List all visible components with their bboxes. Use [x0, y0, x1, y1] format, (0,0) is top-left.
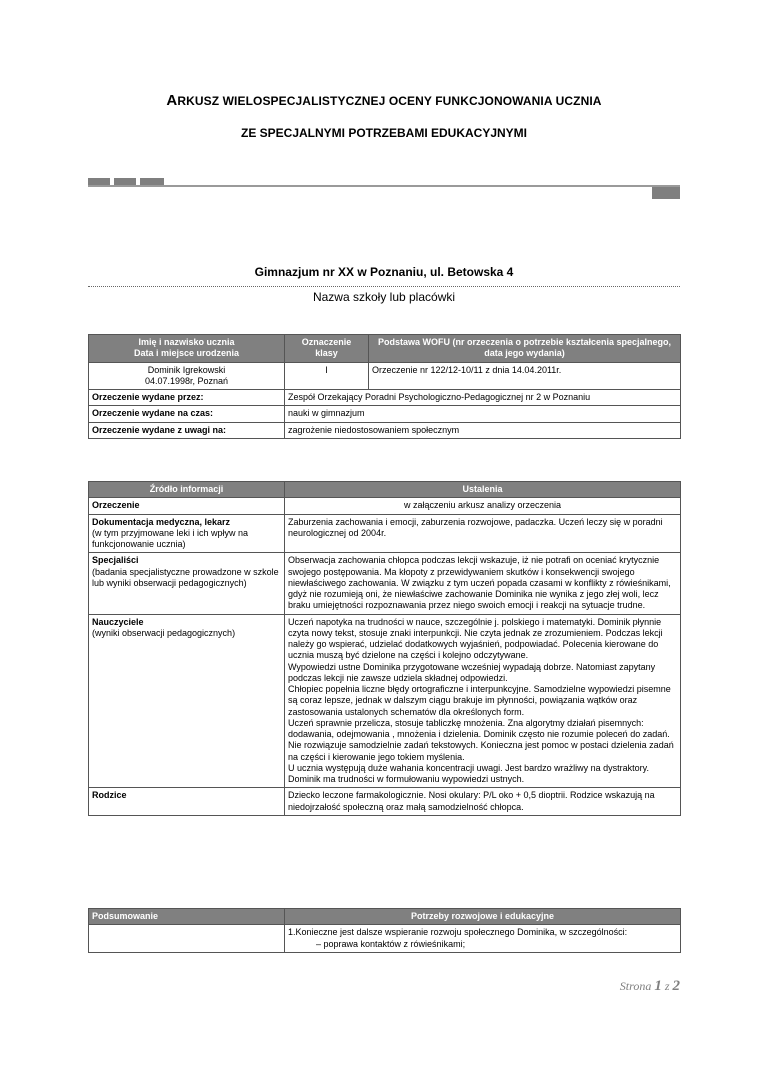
summary-header: Podsumowanie — [89, 909, 285, 925]
decorative-block — [652, 187, 680, 199]
source-title: Rodzice — [89, 788, 285, 816]
page-sep: z — [664, 979, 670, 993]
source-header: Źródło informacji — [89, 482, 285, 498]
source-cell — [89, 514, 285, 553]
issued-reason-value: zagrożenie niedostosowaniem społecznym — [285, 422, 681, 438]
needs-intro: 1.Konieczne jest dalsze wspieranie rozwoju społecznego Dominika, w szczególności: — [288, 927, 628, 938]
decorative-divider — [88, 185, 680, 187]
summary-cell — [89, 925, 285, 953]
source-subtitle: (w tym przyjmowane leki i ich wpływ na funkcjonowanie ucznia) — [92, 527, 249, 549]
findings-text: Obserwacja zachowania chłopca podczas lekcji wskazuje, iż nie potrafi on oceniać krytycznie swojego postępowania. Ma kłopoty z przewidywaniem skutków i konsekwencji swojego niewłaściwego zachowania. W związku z tym uczeń popada czasami w konflikty z rówieśnikami, gdyż nie rozumieją oni, że niewłaściwe zachowanie Dominika nie wynika z jego złej woli, lecz braku umiejętności rozpoznawania przez niego swoich emocji i reakcji na sytuacje trudne. — [285, 553, 681, 614]
source-title: Specjaliści — [92, 555, 139, 566]
needs-cell — [285, 925, 681, 953]
findings-header: Ustalenia — [285, 482, 681, 498]
issued-by-label: Orzeczenie wydane przez: — [89, 390, 285, 406]
student-birth: 04.07.1998r, Poznań — [144, 375, 229, 386]
page-label: Strona — [619, 979, 652, 993]
school-caption: Nazwa szkoły lub placówki — [312, 290, 456, 304]
header-class-1: Oznaczenie — [301, 337, 352, 347]
source-title: Orzeczenie — [89, 498, 285, 514]
header-name: Imię i nazwisko ucznia — [138, 337, 235, 347]
page-current: 1 — [654, 978, 662, 994]
needs-header: Potrzeby rozwojowe i edukacyjne — [285, 909, 681, 925]
summary-table — [88, 908, 681, 953]
findings-text: Uczeń napotyka na trudności w nauce, szczególnie j. polskiego i matematyki. Dominik płynnie czyta nowy tekst, stosuje znaki interpunkcji. Nie czyta jednak ze zrozumieniem. Podczas lekcji należy go wspierać, udzielać dodatkowych wyjaśnień, podpowiadać. Polecenia kierowane do ucznia muszą być dzielone na części i kolejno odczytywane. Wypowiedzi ustne Dominika przygotowane wcześniej wypadają dobrze. Natomiast zapytany podczas lekcji nie zawsze udziela składnej odpowiedzi. Chłopiec popełnia liczne błędy ortograficzne i interpunkcyjne. Samodzielne wypowiedzi pisemne są coraz lepsze, jednak w dalszym ciągu brakuje im płynności, powiązania wątków oraz zastosowania ustalonych schematów dla określonych form. Uczeń sprawnie przelicza, stosuje tabliczkę mnożenia. Zna algorytmy działań pisemnych: dodawania, odejmowania , mnożenia i dzielenia. Dominik często nie rozumie poleceń do zadań. Nie rozwiązuje samodzielnie zadań tekstowych. Konieczna jest pomoc w postaci dzielenia zadań na części i kierowanie jego tokiem myślenia. U ucznia występują duże wahania koncentracji uwagi. Jest bardzo wrażliwy na dystraktory. Dominik ma trudności w formułowaniu wypowiedzi ustnych. — [285, 614, 681, 788]
needs-bullet: – poprawa kontaktów z rówieśnikami; — [316, 938, 466, 949]
header-birth: Data i miejsce urodzenia — [133, 348, 240, 359]
table-row — [89, 553, 681, 614]
title-first-letter: A — [166, 92, 178, 109]
findings-text: Dziecko leczone farmakologicznie. Nosi okulary: P/L oko + 0,5 dioptrii. Rodzice wskazują na niedojrzałość społeczną oraz małą samodzielność chłopca. — [285, 788, 681, 816]
document-title — [0, 92, 768, 109]
title-rest: RKUSZ WIELOSPECJALISTYCZNEJ OCENY FUNKCJONOWANIA UCZNIA — [177, 94, 602, 108]
table-row — [89, 390, 681, 406]
col-student-header — [89, 335, 285, 363]
source-cell — [89, 553, 285, 614]
student-name: Dominik Igrekowski — [147, 364, 226, 375]
issued-for-label: Orzeczenie wydane na czas: — [89, 406, 285, 422]
findings-text: Zaburzenia zachowania i emocji, zaburzenia rozwojowe, padaczka. Uczeń leczy się w poradni neurologicznej od 2004r. — [285, 514, 681, 553]
school-dotted-line — [88, 286, 680, 287]
student-info-table — [88, 334, 681, 439]
table-header-row — [89, 482, 681, 498]
table-row — [89, 406, 681, 422]
table-row — [89, 498, 681, 514]
document-subtitle: ZE SPECJALNYMI POTRZEBAMI EDUKACYJNYMI — [240, 126, 528, 140]
table-row — [89, 514, 681, 553]
table-row — [89, 788, 681, 816]
col-basis-header: Podstawa WOFU (nr orzeczenia o potrzebie kształcenia specjalnego, data jego wydania) — [369, 335, 681, 363]
source-cell — [89, 614, 285, 788]
table-row — [89, 614, 681, 788]
table-header-row — [89, 909, 681, 925]
issued-reason-label: Orzeczenie wydane z uwagi na: — [89, 422, 285, 438]
col-class-header — [285, 335, 369, 363]
school-name: Gimnazjum nr XX w Poznaniu, ul. Betowska 4 — [254, 265, 514, 279]
basis-cell: Orzeczenie nr 122/12-10/11 z dnia 14.04.2011r. — [369, 362, 681, 390]
source-title: Dokumentacja medyczna, lekarz — [92, 516, 231, 527]
header-class-2: klasy — [315, 348, 338, 359]
table-row — [89, 422, 681, 438]
source-subtitle: (wyniki obserwacji pedagogicznych) — [92, 627, 236, 638]
page-total: 2 — [672, 978, 680, 994]
table-row — [89, 925, 681, 953]
source-title: Nauczyciele — [92, 616, 144, 627]
sources-table — [88, 481, 681, 816]
issued-for-value: nauki w gimnazjum — [285, 406, 681, 422]
table-header-row — [89, 335, 681, 363]
class-cell: I — [285, 362, 369, 390]
source-subtitle: (badania specjalistyczne prowadzone w szkole lub wyniki obserwacji pedagogicznych) — [92, 566, 279, 588]
table-row — [89, 362, 681, 390]
issued-by-value: Zespół Orzekający Poradni Psychologiczno-Pedagogicznej nr 2 w Poznaniu — [285, 390, 681, 406]
student-cell — [89, 362, 285, 390]
findings-text: w załączeniu arkusz analizy orzeczenia — [285, 498, 681, 514]
page-number — [620, 978, 680, 995]
